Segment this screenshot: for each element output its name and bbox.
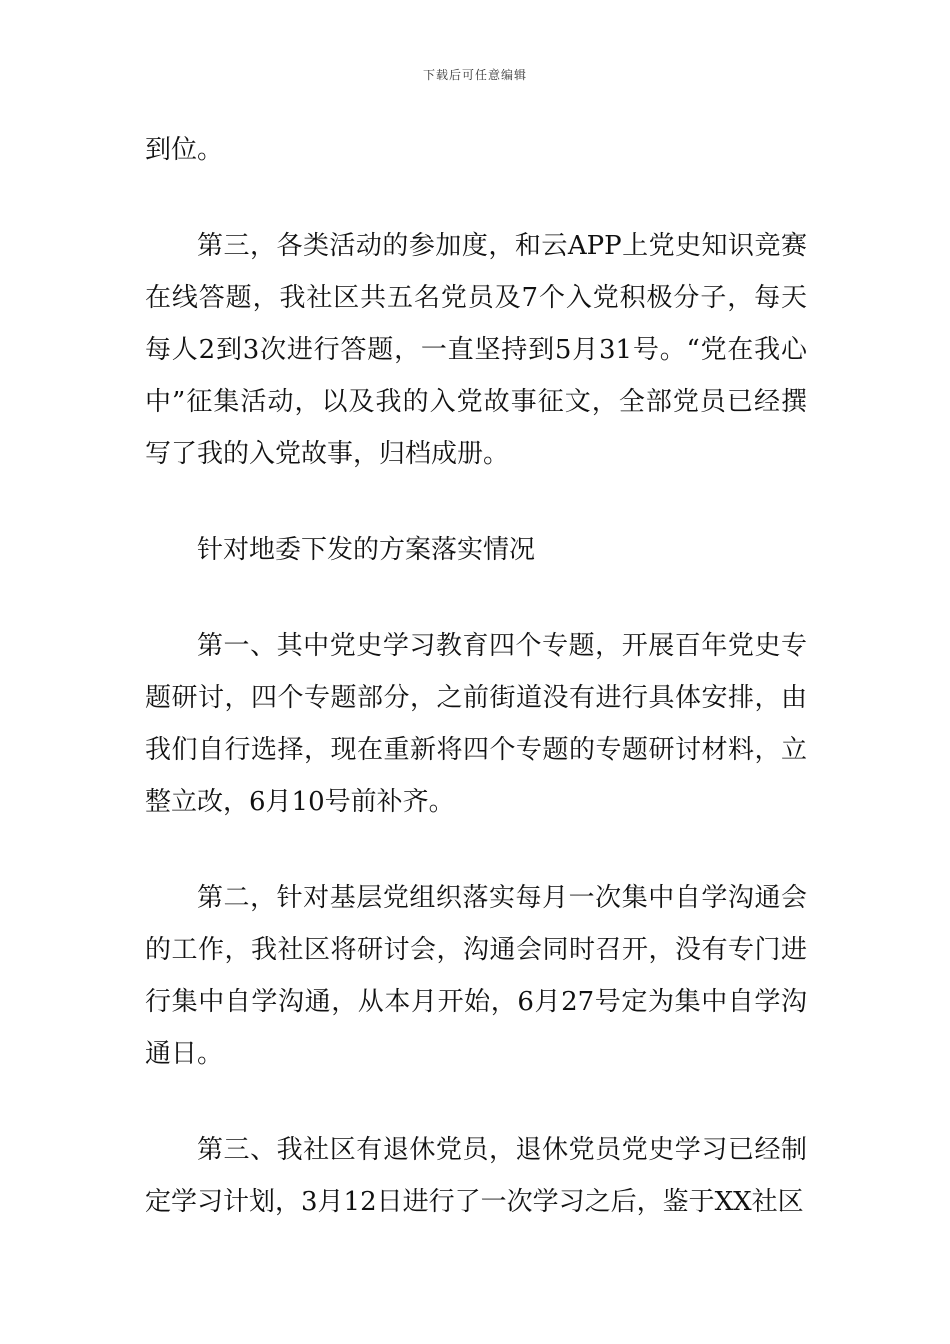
paragraph-first-item: 第一、其中党史学习教育四个专题，开展百年党史专题研讨，四个专题部分，之前街道没有进行具体安排，由我们自行选择，现在重新将四个专题的专题研讨材料，立整立改，6月10号前补齐。 <box>145 631 807 817</box>
section-heading-implementation: 针对地委下发的方案落实情况 <box>197 535 536 565</box>
paragraph-continuation: 到位。 <box>145 135 224 165</box>
paragraph-third-item: 第三、我社区有退休党员，退休党员党史学习已经制定学习计划，3月12日进行了一次学习之后，鉴于XX社区 <box>145 1135 807 1217</box>
page-header-note: 下载后可任意编辑 <box>422 68 527 82</box>
paragraph-second-item: 第二，针对基层党组织落实每月一次集中自学沟通会的工作，我社区将研讨会，沟通会同时召开，没有专门进行集中自学沟通，从本月开始，6月27号定为集中自学沟通日。 <box>145 883 807 1069</box>
paragraph-activities: 第三，各类活动的参加度，和云APP上党史知识竞赛在线答题，我社区共五名党员及7个入党积极分子，每天每人2到3次进行答题，一直坚持到5月31号。“党在我心中”征集活动，以及我的入党故事征文，全部党员已经撰写了我的入党故事，归档成册。 <box>145 231 807 469</box>
document-body <box>145 124 807 1228</box>
